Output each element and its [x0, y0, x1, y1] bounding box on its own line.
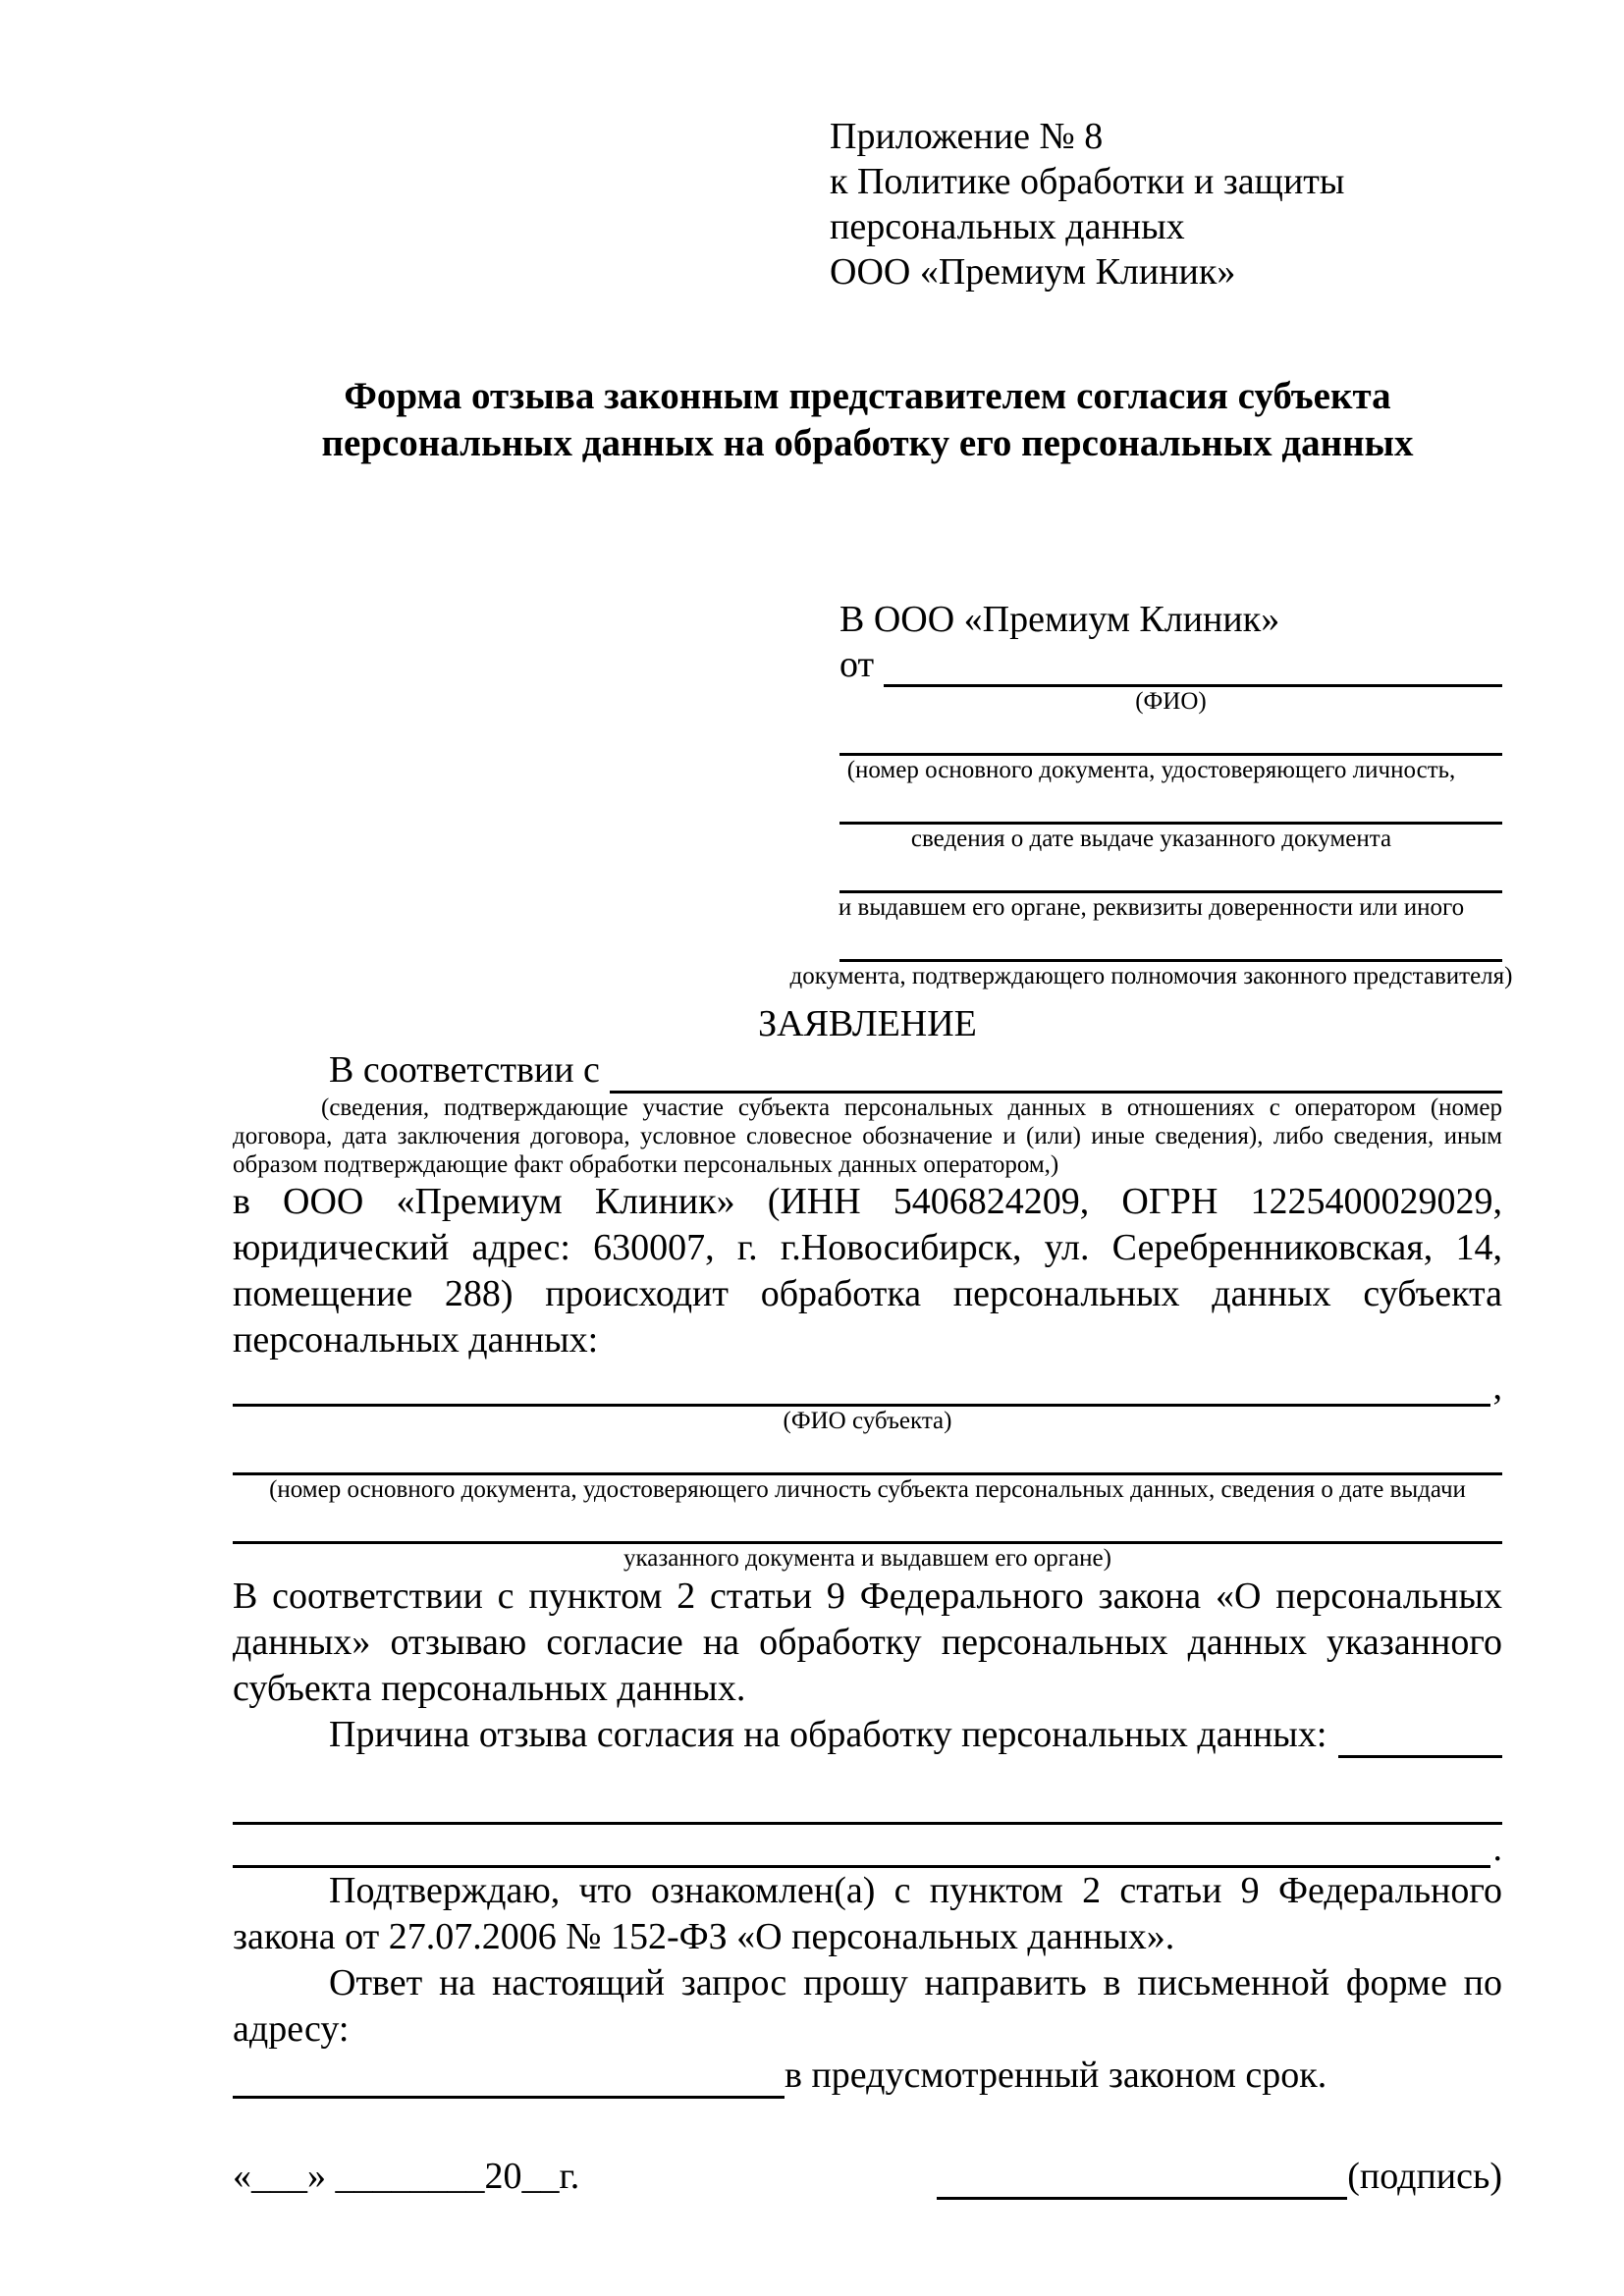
statement-heading: ЗАЯВЛЕНИЕ [758, 1003, 977, 1044]
appendix-note [830, 114, 1502, 294]
signature-group [937, 2154, 1502, 2200]
reason-blank-row-1 [233, 1782, 1502, 1825]
reason-row [233, 1712, 1502, 1758]
reply-suffix: в предусмотренный законом срок. [785, 2055, 1327, 2096]
intro-footnote: (сведения, подтверждающие участие субъекта персональных данных в отношениях с оператором (номер договора, дата заключения договора, условное словесное обозначение и (или) иные сведения), либо сведения, иным образом подтверждающие факт обработки персональных данных оператором,) [233, 1095, 1502, 1178]
subject-fio-caption: (ФИО субъекта) [783, 1408, 952, 1434]
doc-field-blank [839, 854, 1502, 893]
addressee-block [789, 597, 1513, 991]
reason-blank-row-2 [233, 1825, 1502, 1868]
subject-fio-row [233, 1363, 1502, 1407]
intro-prefix: В соответствии с [329, 1049, 600, 1091]
appendix-note-line: к Политике обработки и защиты [830, 161, 1345, 202]
fio-caption: (ФИО) [1135, 688, 1207, 715]
signature-blank-field [937, 2197, 1347, 2200]
doc-field-blank [839, 923, 1502, 962]
doc-field-caption: сведения о дате выдаче указанного документа [910, 826, 1392, 852]
subject-doc-caption-1: (номер основного документа, удостоверяющего личность субъекта персональных данных, сведения о дате выдачи [269, 1476, 1466, 1503]
addressee-from-label: от [839, 644, 875, 685]
subject-doc-caption-2: указанного документа и выдавшем его органе) [623, 1545, 1111, 1572]
subject-fio-line-suffix: , [1492, 1366, 1502, 1408]
reason-blank-field-line-1 [233, 1822, 1502, 1825]
addressee-from-row [839, 642, 1502, 687]
doc-field-caption: и выдавшем его органе, реквизиты доверенности или иного [838, 894, 1465, 921]
reason-label: Причина отзыва согласия на обработку персональных данных: [329, 1714, 1327, 1755]
addressee-to: В ООО «Премиум Клиник» [839, 599, 1280, 640]
doc-field-caption: документа, подтверждающего полномочия законного представителя) [789, 963, 1513, 989]
appendix-note-line: персональных данных [830, 206, 1185, 247]
reply-paragraph: Ответ на настоящий запрос прошу направить в письменной форме по адресу: [233, 1962, 1502, 2050]
page-title: Форма отзыва законным представителем согласия субъекта персональных данных на обработку его персональных данных [321, 375, 1414, 464]
appendix-note-line: ООО «Премиум Клиник» [830, 251, 1236, 293]
signature-caption: (подпись) [1347, 2156, 1502, 2197]
subject-doc-row-1 [233, 1436, 1502, 1475]
reply-address-row [233, 2053, 1502, 2099]
withdrawal-paragraph: В соответствии с пунктом 2 статьи 9 Федерального закона «О персональных данных» отзываю согласие на обработку персональных данных указанного субъекта персональных данных. [233, 1575, 1502, 1709]
reply-address-blank-field [233, 2096, 785, 2099]
doc-field-blank [839, 717, 1502, 756]
appendix-note-line: Приложение № 8 [830, 116, 1104, 157]
confirmation-paragraph: Подтверждаю, что ознакомлен(а) с пунктом 2 статьи 9 Федерального закона от 27.07.2006 № 152-ФЗ «О персональных данных». [233, 1870, 1502, 1957]
subject-doc-row-2 [233, 1505, 1502, 1544]
operator-paragraph: в ООО «Премиум Клиник» (ИНН 5406824209, ОГРН 1225400029029, юридический адрес: 630007, г. г.Новосибирск, ул. Серебренниковская, 14, помещение 288) происходит обработка персональных данных субъекта персональных данных: [233, 1181, 1502, 1361]
intro-row [233, 1047, 1502, 1094]
reason-blank-field [1338, 1755, 1502, 1758]
doc-field-caption: (номер основного документа, удостоверяющего личность, [846, 757, 1456, 783]
reason-line-suffix: . [1492, 1828, 1502, 1869]
doc-field-blank [839, 785, 1502, 825]
footer-row [233, 2154, 1502, 2200]
page-content [233, 114, 1513, 2200]
date-field: «___» ________20__г. [233, 2156, 580, 2197]
